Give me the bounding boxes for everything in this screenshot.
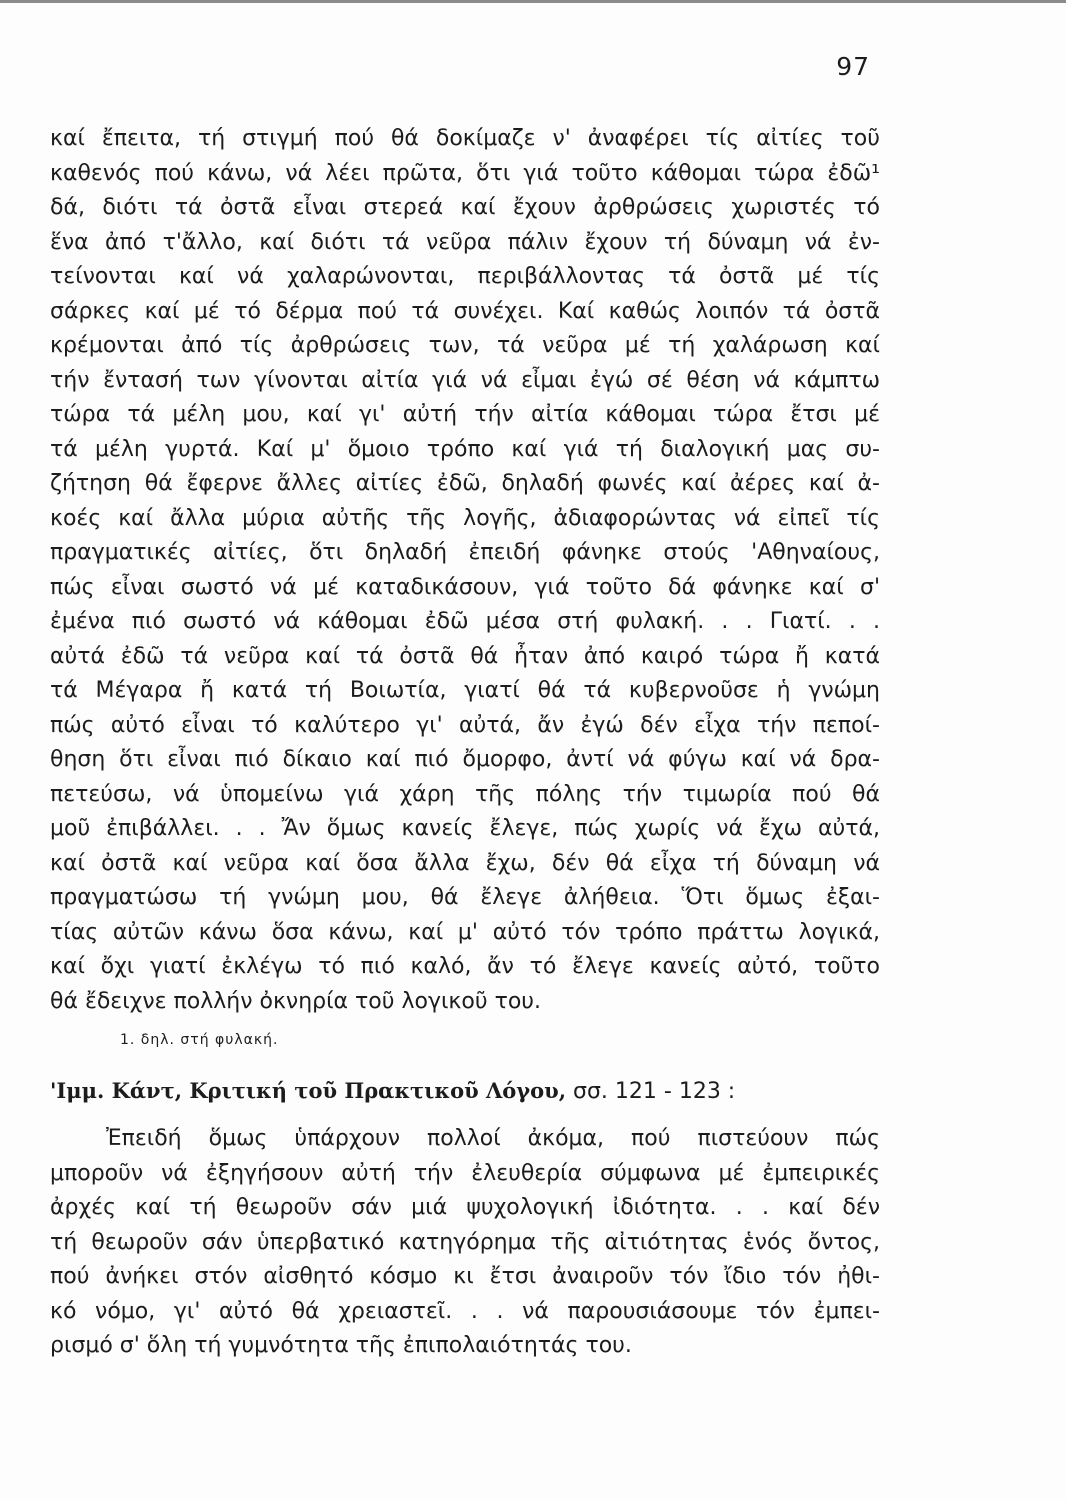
text-line: ἕνα ἀπό τ'ἄλλο, καί διότι τά νεῦρα πάλιν ἔχουν τή δύναμη νά ἐν- bbox=[50, 229, 880, 255]
quote-line: ρισμό σ' ὅλη τή γυμνότητα τῆς ἐπιπολαιότητάς του. bbox=[50, 1333, 632, 1358]
footnote: 1. δηλ. στή φυλακή. bbox=[120, 1032, 279, 1048]
page-number: 97 bbox=[836, 52, 870, 81]
text-line: τήν ἔντασή των γίνονται αἰτία γιά νά εἶμαι ἐγώ σέ θέση νά κάμπτω bbox=[50, 367, 880, 393]
text-line: καθενός πού κάνω, νά λέει πρῶτα, ὅτι γιά τοῦτο κάθομαι τώρα ἐδῶ¹ bbox=[50, 160, 880, 186]
text-line: τά μέλη γυρτά. Καί μ' ὅμοιο τρόπο καί γιά τή διαλογική μας συ- bbox=[50, 436, 880, 462]
quote-line: κό νόμο, γι' αὐτό θά χρειαστεῖ. . . νά παρουσιάσουμε τόν ἐμπει- bbox=[50, 1298, 880, 1324]
text-line: καί ἔπειτα, τή στιγμή πού θά δοκίμαζε ν' ἀναφέρει τίς αἰτίες τοῦ bbox=[50, 126, 880, 151]
text-line: τείνονται καί νά χαλαρώνονται, περιβάλλοντας τά ὀστᾶ μέ τίς bbox=[50, 264, 880, 289]
text-line: καί ὀστᾶ καί νεῦρα καί ὅσα ἄλλα ἔχω, δέν θά εἶχα τή δύναμη νά bbox=[50, 850, 880, 876]
quote-line: ἀρχές καί τή θεωροῦν σάν μιά ψυχολογική ἰδιότητα. . . καί δέν bbox=[50, 1195, 880, 1220]
quote-line: Ἐπειδή ὅμως ὑπάρχουν πολλοί ἀκόμα, πού πιστεύουν πώς bbox=[106, 1126, 880, 1151]
text-line: πετεύσω, νά ὑπομείνω γιά χάρη τῆς πόλης τήν τιμωρία πού θά bbox=[50, 781, 880, 807]
text-line: ἐμένα πιό σωστό νά κάθομαι ἐδῶ μέσα στή φυλακή. . . Γιατί. . . bbox=[50, 609, 880, 634]
quote-line: τή θεωροῦν σάν ὑπερβατικό κατηγόρημα τῆς αἰτιότητας ἑνός ὄντος, bbox=[50, 1229, 880, 1255]
scan-top-edge bbox=[0, 0, 1066, 3]
text-line: σάρκες καί μέ τό δέρμα πού τά συνέχει. Καί καθώς λοιπόν τά ὀστᾶ bbox=[50, 298, 880, 324]
text-line: ζήτηση θά ἔφερνε ἄλλες αἰτίες ἐδῶ, δηλαδή φωνές καί ἀέρες καί ἀ- bbox=[50, 471, 880, 496]
citation-pages: σσ. 121 - 123 : bbox=[573, 1079, 736, 1104]
text-line: αὐτά ἐδῶ τά νεῦρα καί τά ὀστᾶ θά ἦταν ἀπό καιρό τώρα ἤ κατά bbox=[50, 643, 880, 669]
quote-paragraph bbox=[50, 1122, 880, 1364]
text-line: πραγματώσω τή γνώμη μου, θά ἔλεγε ἀλήθεια. Ὅτι ὅμως ἐξαι- bbox=[50, 885, 880, 910]
text-line: πώς εἶναι σωστό νά μέ καταδικάσουν, γιά τοῦτο δά φάνηκε καί σ' bbox=[50, 574, 880, 600]
text-line: θά ἔδειχνε πολλήν ὀκνηρία τοῦ λογικοῦ του. bbox=[50, 988, 542, 1014]
text-line: πραγματικές αἰτίες, ὅτι δηλαδή ἐπειδή φάνηκε στούς 'Αθηναίους, bbox=[50, 540, 880, 565]
text-line: τώρα τά μέλη μου, καί γι' αὐτή τήν αἰτία κάθομαι τώρα ἔτσι μέ bbox=[50, 402, 880, 427]
text-line: τίας αὐτῶν κάνω ὅσα κάνω, καί μ' αὐτό τόν τρόπο πράττω λογικά, bbox=[50, 919, 880, 945]
text-line: δά, διότι τά ὀστᾶ εἶναι στερεά καί ἔχουν ἀρθρώσεις χωριστές τό bbox=[50, 195, 880, 220]
text-line: πώς αὐτό εἶναι τό καλύτερο γι' αὐτά, ἄν ἐγώ δέν εἶχα τήν πεποί- bbox=[50, 712, 880, 738]
text-line: μοῦ ἐπιβάλλει. . . Ἄν ὅμως κανείς ἔλεγε, πώς χωρίς νά ἔχω αὐτά, bbox=[50, 816, 880, 841]
text-line: τά Μέγαρα ἤ κατά τή Βοιωτία, γιατί θά τά κυβερνοῦσε ἡ γνώμη bbox=[50, 678, 880, 703]
text-line: θηση ὅτι εἶναι πιό δίκαιο καί πιό ὄμορφο, ἀντί νά φύγω καί νά δρα- bbox=[50, 747, 880, 772]
text-line: καί ὄχι γιατί ἐκλέγω τό πιό καλό, ἄν τό ἔλεγε κανείς αὐτό, τοῦτο bbox=[50, 954, 880, 979]
citation-heading bbox=[50, 1078, 735, 1104]
main-paragraph bbox=[50, 122, 880, 1019]
text-line: κοές καί ἄλλα μύρια αὐτῆς τῆς λογῆς, ἀδιαφορώντας νά εἰπεῖ τίς bbox=[50, 505, 880, 531]
quote-line: μποροῦν νά ἐξηγήσουν αὐτή τήν ἐλευθερία σύμφωνα μέ ἐμπειρικές bbox=[50, 1160, 880, 1186]
citation-author-title: 'Ιμμ. Κάντ, Κριτική τοῦ Πρακτικοῦ Λόγου, bbox=[50, 1078, 567, 1103]
text-line: κρέμονται ἀπό τίς ἀρθρώσεις των, τά νεῦρα μέ τή χαλάρωση καί bbox=[50, 333, 880, 358]
quote-line: πού ἀνήκει στόν αἰσθητό κόσμο κι ἔτσι ἀναιροῦν τόν ἴδιο τόν ἠθι- bbox=[50, 1264, 880, 1289]
